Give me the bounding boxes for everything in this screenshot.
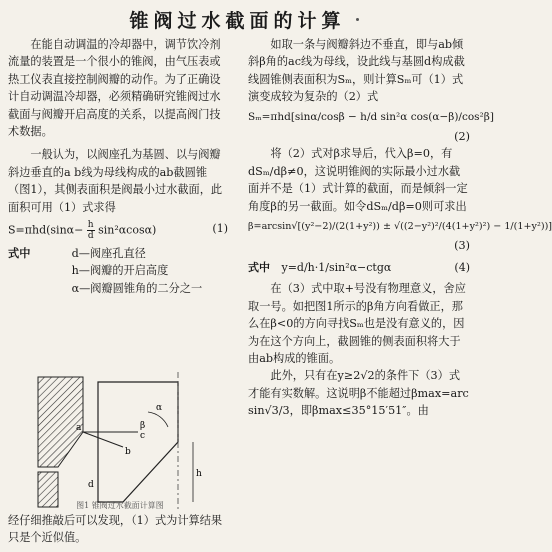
eq1-tail: sin²αcosα)	[98, 223, 157, 237]
equation-2	[248, 109, 494, 126]
eq3-number: (3)	[454, 239, 470, 253]
eq2-text: Sₘ=πhd[sinα/cosβ − h/d sin²α cos(α−β)/cos²β]	[248, 110, 494, 123]
vars-label-right: 式中	[248, 260, 270, 274]
point-a-label: a	[76, 423, 82, 433]
right-column	[248, 36, 552, 420]
equation-1	[8, 220, 228, 241]
equation-3	[248, 218, 552, 235]
beta-label: β	[140, 421, 146, 431]
alpha-arc	[148, 412, 168, 427]
title-dot	[356, 18, 359, 21]
eq1-fraction	[87, 220, 95, 241]
variable-row-h	[8, 262, 228, 279]
equation-4	[248, 259, 470, 276]
eq4-number: (4)	[454, 260, 470, 274]
left-column	[8, 36, 228, 301]
right-paragraph-4: 此外，只有在y≥2√2的条件下（3）式才能有实数解。这说明β不能超过βmax=arc sin√3/3，即βmax≤35°15′51″。由	[248, 369, 469, 418]
variable-row-alpha	[8, 280, 228, 297]
right-paragraph-3: 在（3）式中取+号没有物理意义，舍应取一号。如把图1所示的β角方向看做正，那么在β<0的方向寻找Sₘ也是没有意义的，因为在这个方向上，截圆锥的侧表面积将大于由ab构成的锥面。	[248, 282, 466, 365]
vars-label: 式中	[8, 246, 31, 261]
point-b-label: b	[125, 447, 131, 457]
left-paragraph-2: 一般认为，以阀座孔为基圆、以与阀瓣斜边垂直的a b线为母线构成的ab截圆锥（图1），其侧表面积是阀最小过水截面，此面积可用（1）式求得	[8, 148, 223, 214]
d-label: d	[88, 480, 94, 490]
figure-caption: 图1 锥阀过水截面计算图	[76, 501, 164, 510]
eq2-number: (2)	[454, 130, 470, 144]
cone-valve-figure	[28, 372, 203, 512]
eq4-text: y=d/h·1/sin²α−ctgα	[281, 260, 392, 274]
line-ab	[83, 432, 123, 447]
left-paragraph-1: 在能自动调温的冷却器中，调节饮冷剂流量的装置是一个很小的锥阀，由气压表或热工仪表直接控制阀瓣的动作。为了正确设计自动调温冷却器，必须精确研究锥阀过水截面与阀瓣开启高度的关系，以提高阀门技术数据。	[8, 38, 221, 139]
eq3-text: β=arcsin√[(y²−2)/(2(1+y²)) ± √((2−y²)²/(4(1+y²)²) − 1/(1+y²))]	[248, 221, 552, 233]
eq1-head: S=πhd(sinα−	[8, 223, 84, 237]
article-title: 锥阀过水截面的计算	[129, 10, 346, 32]
right-paragraph-2: 将（2）式对β求导后，代入β=0，有dSₘ/dβ≠0，这说明锥阀的实际最小过水截面并不是（1）式计算的截面，而是倾斜一定角度β的另一截面。如令dSₘ/dβ=0则可求出	[248, 147, 468, 213]
h-label: h	[196, 469, 202, 479]
variable-row-d	[8, 245, 228, 262]
valve-seat-shape	[38, 377, 83, 467]
eq1-frac-num: h	[87, 220, 94, 231]
var-h: h—阀瓣的开启高度	[71, 264, 169, 278]
point-c-label: c	[140, 431, 146, 441]
variable-list	[8, 245, 228, 297]
alpha-label: α	[156, 403, 163, 413]
right-paragraph-1: 如取一条与阀瓣斜边不垂直，即与ab倾斜β角的ac线为母线，设此线与基圆d构成截线圆锥侧表面积为Sₘ，则计算Sₘ可（1）式演变成较为复杂的（2）式	[248, 38, 465, 104]
var-d: d—阀座孔直径	[71, 247, 146, 261]
eq1-number: (1)	[212, 222, 228, 236]
eq1-frac-den: d	[87, 231, 94, 242]
left-footer-paragraph: 经仔细推敲后可以发现，（1）式为计算结果只是个近似值。	[8, 514, 223, 545]
var-alpha: α—阀瓣圆锥角的二分之一	[71, 281, 203, 295]
